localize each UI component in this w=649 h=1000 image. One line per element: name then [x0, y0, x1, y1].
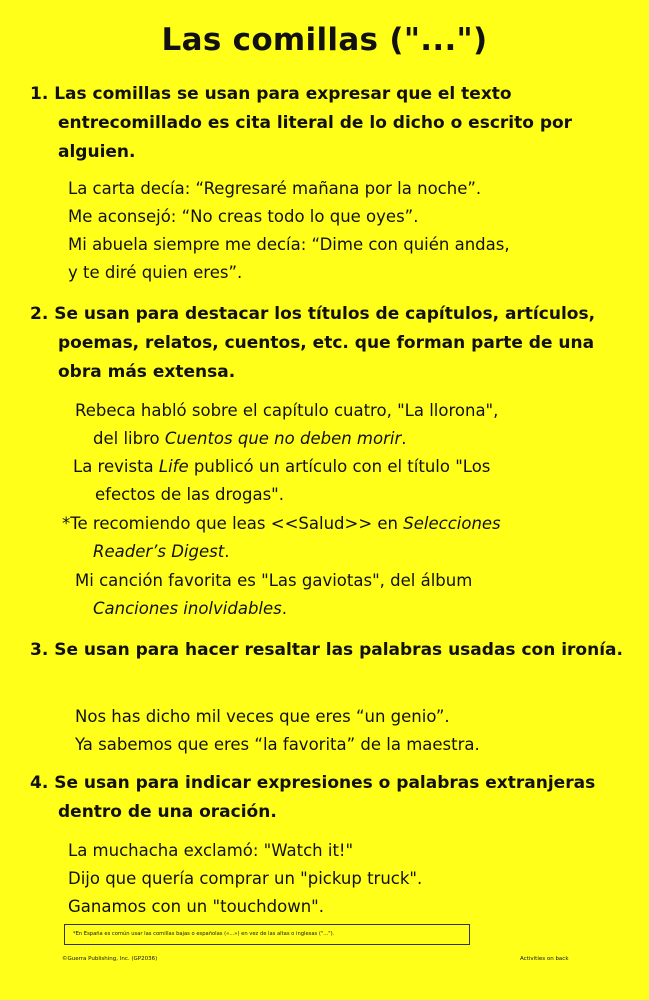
footer-copyright: ©Guerra Publishing, Inc. (GP2036) [62, 956, 158, 962]
example-4-2: Dijo que quería comprar un "pickup truck". [68, 869, 423, 888]
example-2-2-period: . [401, 429, 407, 448]
footnote-box: *En España es común usar las comillas bajas o españolas («...») en vez de las altas o inglesas ("..."). [64, 924, 470, 945]
example-2-3 [73, 453, 490, 481]
example-2-3-text-a: La revista [73, 457, 159, 476]
example-3-2: Ya sabemos que eres “la favorita” de la maestra. [75, 735, 480, 754]
example-2-8-album: Canciones inolvidables [93, 599, 282, 618]
example-1-4: y te diré quien eres”. [68, 263, 243, 282]
example-2-5-text: *Te recomiendo que leas <<Salud>> en [62, 514, 404, 533]
example-2-7: Mi canción favorita es "Las gaviotas", del álbum [75, 571, 473, 590]
example-2-2 [93, 425, 407, 453]
page-title: Las comillas ("...") [161, 22, 488, 58]
example-2-2-book-title: Cuentos que no deben morir [164, 429, 402, 448]
rule-3: 3. Se usan para hacer resaltar las palabras usadas con ironía. [30, 640, 623, 660]
example-2-4: efectos de las drogas". [95, 485, 285, 504]
example-2-6-publication: Reader’s Digest [93, 542, 225, 561]
rule-4: 4. Se usan para indicar expresiones o palabras extranjeras dentro de una oración. [30, 773, 596, 822]
example-1-2: Me aconsejó: “No creas todo lo que oyes”. [68, 207, 419, 226]
rule-2: 2. Se usan para destacar los títulos de capítulos, artículos, poemas, relatos, cuentos, etc. que forman parte de una obra más extensa. [30, 304, 596, 382]
example-2-3-magazine: Life [158, 457, 189, 476]
footer-activities-on-back: Activities on back [520, 956, 569, 962]
example-2-3-text-b: publicó un artículo con el título "Los [188, 457, 491, 476]
example-2-6-period: . [224, 542, 230, 561]
rule-1: 1. Las comillas se usan para expresar que el texto entrecomillado es cita literal de lo dicho o escrito por alguien. [30, 84, 573, 162]
example-3-1: Nos has dicho mil veces que eres “un genio”. [75, 707, 450, 726]
example-1-3: Mi abuela siempre me decía: “Dime con quién andas, [68, 235, 510, 254]
example-4-1: La muchacha exclamó: "Watch it!" [68, 841, 354, 860]
example-2-6 [93, 538, 229, 566]
example-2-1: Rebeca habló sobre el capítulo cuatro, "La llorona", [75, 401, 499, 420]
example-2-8-period: . [281, 599, 288, 618]
example-1-1: La carta decía: “Regresaré mañana por la noche”. [68, 179, 482, 198]
example-2-5-publication: Selecciones [403, 514, 501, 533]
example-4-3: Ganamos con un "touchdown". [68, 897, 324, 916]
example-2-5 [62, 510, 501, 538]
example-2-8 [93, 595, 287, 623]
example-2-2-text: del libro [93, 429, 165, 448]
